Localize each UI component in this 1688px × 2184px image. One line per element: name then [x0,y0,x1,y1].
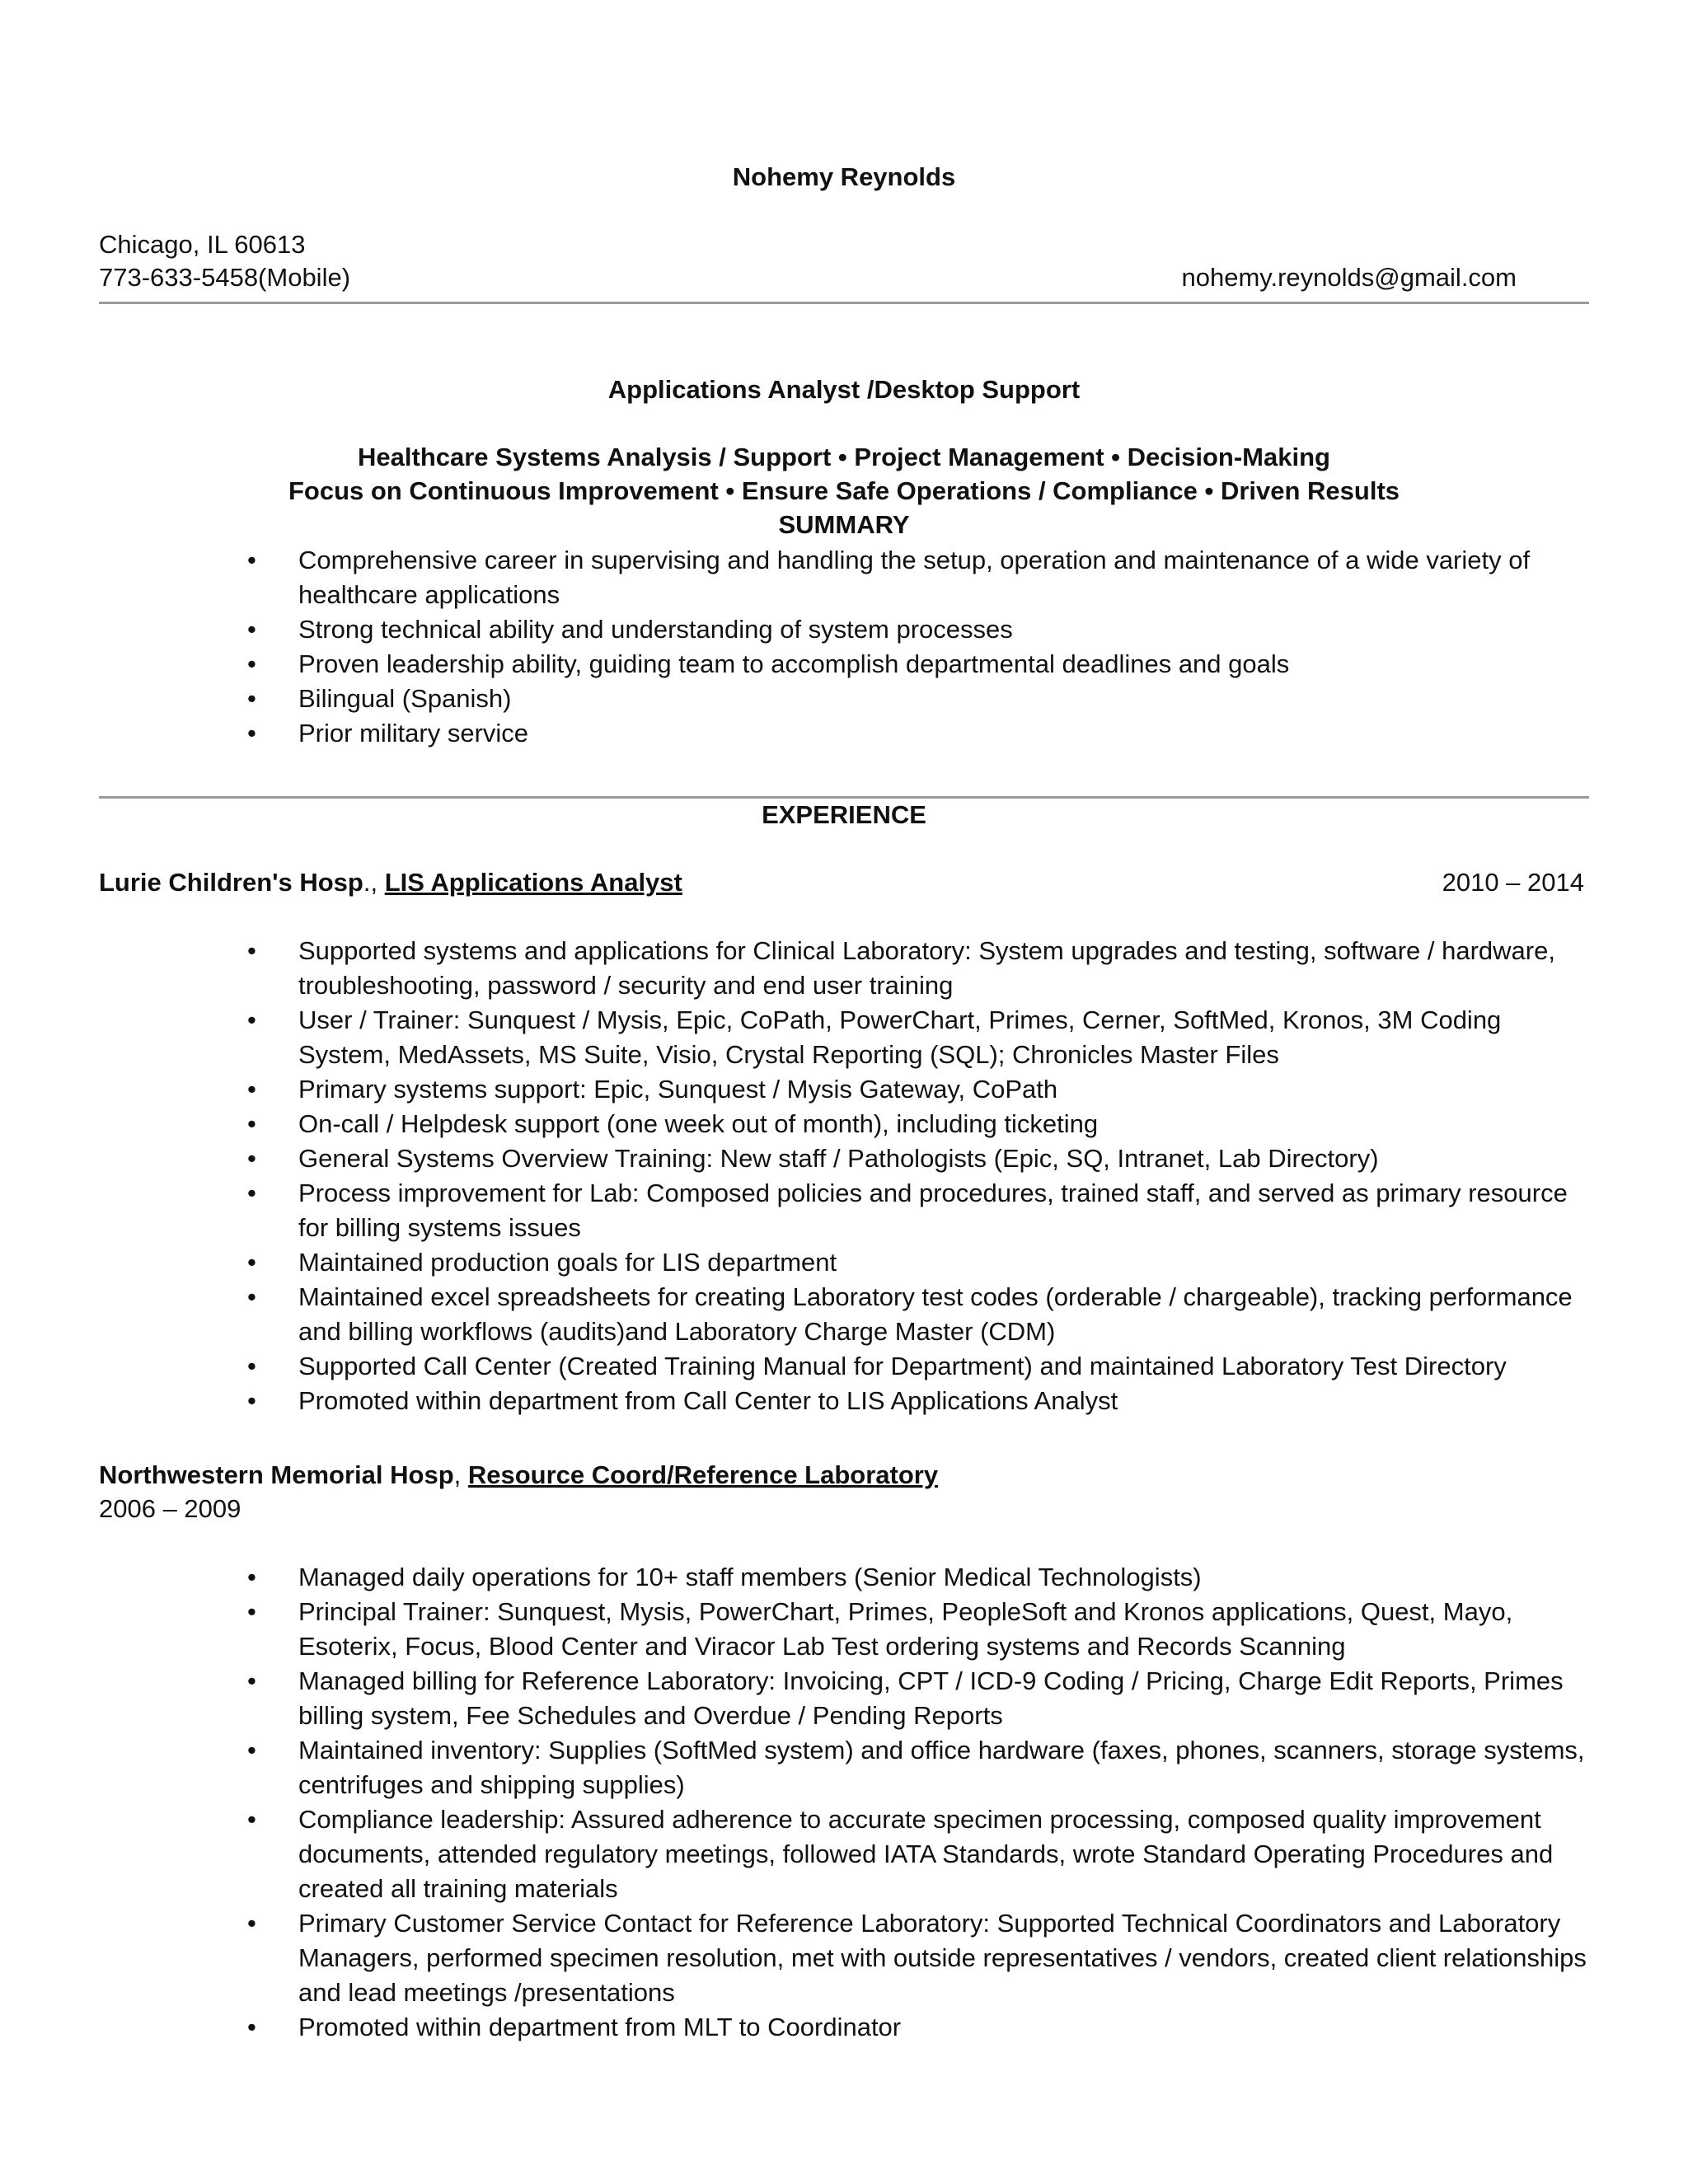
bullet-icon: • [247,1666,256,1695]
header-divider [99,302,1589,304]
job-dates: 2006 – 2009 [99,1494,241,1523]
list-item: • Supported systems and applications for Clinical Laboratory: System upgrades and testing, software / hardware, troubleshooting, password / security and end user training [247,934,1591,1003]
list-item: • Promoted within department from MLT to Coordinator [247,2010,1591,2045]
job-dates: 2010 – 2014 [1442,868,1584,897]
list-item: • Strong technical ability and understanding of system processes [247,612,1591,647]
bullet-icon: • [247,2013,256,2041]
location: Chicago, IL 60613 [99,230,306,259]
bullet-icon: • [247,1736,256,1765]
list-item: • Comprehensive career in supervising and handling the setup, operation and maintenance of a wide variety of healthcare applications [247,543,1591,612]
bullet-icon: • [247,1109,256,1138]
bullet-icon: • [247,1005,256,1034]
employer-name: Lurie Children's Hosp [99,868,363,897]
bullet-icon: • [247,684,256,713]
job-duties-list [247,934,1591,1418]
bullet-icon: • [247,1597,256,1626]
summary-list [247,543,1591,751]
summary-heading: SUMMARY [778,510,910,539]
list-item: • Proven leadership ability, guiding team to accomplish departmental deadlines and goals [247,647,1591,682]
bullet-icon: • [247,615,256,644]
employer-name: Northwestern Memorial Hosp [99,1460,454,1489]
list-item: • Prior military service [247,716,1591,751]
bullet-icon: • [247,1805,256,1834]
bullet-icon: • [247,719,256,748]
bullet-icon: • [247,1144,256,1173]
list-item: • On-call / Helpdesk support (one week out of month), including ticketing [247,1107,1591,1141]
bullet-icon: • [247,1352,256,1380]
job-duties-list [247,1560,1591,2045]
bullet-icon: • [247,649,256,678]
list-item: • Promoted within department from Call Center to LIS Applications Analyst [247,1384,1591,1418]
separator: , [453,1460,462,1489]
bullet-icon: • [247,1248,256,1277]
candidate-name: Nohemy Reynolds [732,162,956,191]
list-item: • Process improvement for Lab: Composed policies and procedures, trained staff, and served as primary resource for billing systems issues [247,1176,1591,1245]
list-item: • Managed billing for Reference Laboratory: Invoicing, CPT / ICD-9 Coding / Pricing, Charge Edit Reports, Primes billing system, Fee Schedules and Overdue / Pending Reports [247,1664,1591,1733]
bullet-icon: • [247,1282,256,1311]
list-item: • Principal Trainer: Sunquest, Mysis, PowerChart, Primes, PeopleSoft and Kronos applications, Quest, Mayo, Esoterix, Focus, Blood Center and Viracor Lab Test ordering systems and Records Scanning [247,1595,1591,1664]
list-item: • Managed daily operations for 10+ staff members (Senior Medical Technologists) [247,1560,1591,1595]
list-item: • Supported Call Center (Created Training Manual for Department) and maintained Laboratory Test Directory [247,1349,1591,1384]
bullet-icon: • [247,1563,256,1591]
bullet-icon: • [247,1386,256,1415]
list-item: • Primary systems support: Epic, Sunquest / Mysis Gateway, CoPath [247,1072,1591,1107]
skills-line-1: Healthcare Systems Analysis / Support • Project Management • Decision-Making [358,443,1330,471]
list-item: • Compliance leadership: Assured adherence to accurate specimen processing, composed quality improvement documents, attended regulatory meetings, followed IATA Standards, wrote Standard Operating Procedures and created all training materials [247,1802,1591,1906]
list-item: • General Systems Overview Training: New staff / Pathologists (Epic, SQ, Intranet, Lab Directory) [247,1141,1591,1176]
job-header [99,1458,938,1493]
list-item: • Primary Customer Service Contact for Reference Laboratory: Supported Technical Coordinators and Laboratory Managers, performed specimen resolution, met with outside representatives / vendors, created client relationships and lead meetings /presentations [247,1906,1591,2010]
list-item: • Bilingual (Spanish) [247,682,1591,716]
bullet-icon: • [247,1179,256,1207]
bullet-icon: • [247,1909,256,1938]
job-role: Resource Coord/Reference Laboratory [467,1460,939,1489]
job-header [99,865,682,900]
list-item: • User / Trainer: Sunquest / Mysis, Epic, CoPath, PowerChart, Primes, Cerner, SoftMed, Kronos, 3M Coding System, MedAssets, MS Suite, Visio, Crystal Reporting (SQL); Chronicles Master Files [247,1003,1591,1072]
separator: ., [363,868,378,897]
list-item: • Maintained excel spreadsheets for creating Laboratory test codes (orderable / chargeable), tracking performance and billing workflows (audits)and Laboratory Charge Master (CDM) [247,1280,1591,1349]
bullet-icon: • [247,546,256,574]
skills-line-2: Focus on Continuous Improvement • Ensure Safe Operations / Compliance • Driven Results [288,476,1400,505]
job-title: Applications Analyst /Desktop Support [607,375,1081,404]
phone: 773-633-5458(Mobile) [99,263,351,292]
email: nohemy.reynolds@gmail.com [1181,263,1517,292]
bullet-icon: • [247,1075,256,1104]
bullet-icon: • [247,936,256,965]
list-item: • Maintained production goals for LIS department [247,1245,1591,1280]
experience-heading: EXPERIENCE [762,800,926,829]
job-role: LIS Applications Analyst [384,868,682,897]
list-item: • Maintained inventory: Supplies (SoftMed system) and office hardware (faxes, phones, scanners, storage systems, centrifuges and shipping supplies) [247,1733,1591,1802]
